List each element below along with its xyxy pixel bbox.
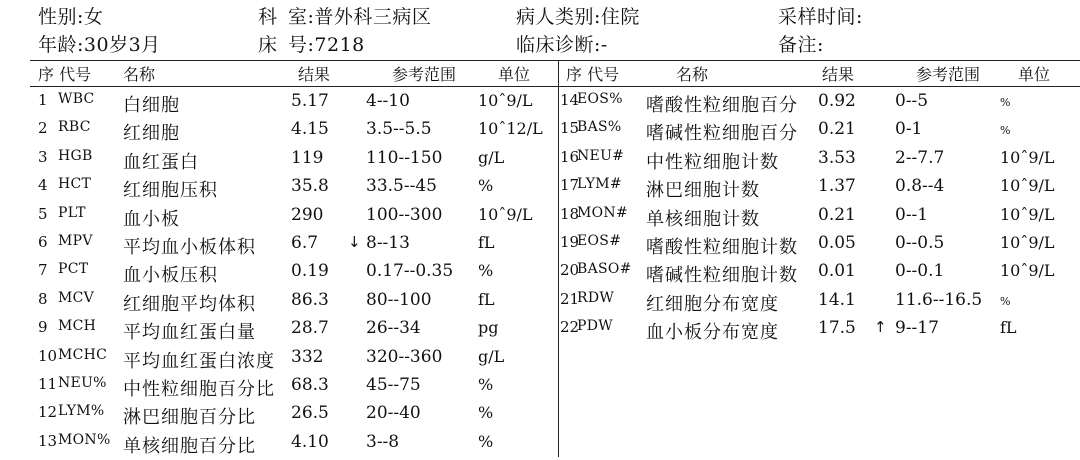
row-name: 嗜酸性粒细胞计数 (646, 237, 798, 258)
row-unit: % (478, 176, 494, 196)
age-label: 年龄:30岁3月 (38, 34, 161, 56)
row-result: 119 (291, 147, 324, 168)
row-seq: 8 (38, 289, 48, 308)
row-name: 中性粒细胞计数 (646, 151, 779, 173)
row-result: 86.3 (291, 289, 329, 310)
col-result-right: 结果 (822, 65, 855, 84)
col-unit-right: 单位 (1018, 65, 1051, 84)
row-name: 红细胞压积 (123, 180, 218, 202)
row-range: 11.6--16.5 (895, 289, 983, 310)
row-name: 平均血小板体积 (123, 237, 256, 258)
row-range: 26--34 (366, 318, 421, 339)
row-unit: g/L (478, 346, 505, 366)
row-code: MON# (577, 204, 628, 221)
table-top-rule (30, 60, 1080, 61)
table-row (0, 91, 1080, 119)
row-code: WBC (58, 91, 95, 107)
row-code: HGB (58, 147, 93, 164)
dept-label: 科 (258, 6, 278, 28)
gender-label: 性别:女 (38, 6, 104, 28)
row-flag: ↑ (874, 318, 887, 337)
row-code: RBC (58, 119, 91, 136)
row-name: 单核细胞百分比 (123, 435, 256, 457)
row-code: LYM# (577, 176, 622, 193)
col-unit: 单位 (498, 65, 531, 84)
row-code: EOS% (577, 91, 623, 107)
row-unit: fL (478, 233, 495, 252)
row-unit: 10ˆ9/L (1000, 261, 1055, 281)
row-range: 0--5 (895, 91, 929, 111)
table-row (0, 148, 1080, 176)
row-result: 0.05 (818, 233, 856, 253)
row-range: 0-1 (895, 119, 923, 140)
row-seq: 22 (560, 318, 580, 337)
row-name: 红细胞平均体积 (123, 293, 256, 315)
table-row (0, 290, 1080, 318)
row-name: 淋巴细胞百分比 (123, 407, 256, 429)
row-seq: 20 (560, 261, 580, 280)
table-row (0, 205, 1080, 233)
row-unit: 10ˆ9/L (1000, 204, 1055, 224)
row-unit: 10ˆ9/L (1000, 147, 1055, 167)
table-row (0, 176, 1080, 204)
row-name: 中性粒细胞百分比 (123, 379, 275, 400)
row-code: HCT (58, 176, 92, 193)
row-seq: 17 (560, 176, 580, 195)
row-result: 28.7 (291, 318, 329, 339)
row-seq: 15 (560, 119, 580, 138)
table-row (0, 347, 1080, 375)
row-unit: 10ˆ9/L (1000, 176, 1055, 196)
row-result: 0.19 (291, 261, 329, 282)
row-code: BAS% (577, 119, 622, 136)
dept-value: 室:普外科三病区 (288, 6, 432, 28)
row-result: 4.15 (291, 119, 329, 140)
row-name: 嗜碱性粒细胞百分 (646, 123, 798, 145)
row-range: 33.5--45 (366, 176, 437, 197)
row-code: MPV (58, 233, 93, 249)
table-row (0, 119, 1080, 147)
row-seq: 13 (38, 431, 58, 450)
remark: 备注: (778, 34, 824, 56)
row-code: LYM% (58, 403, 105, 420)
col-result: 结果 (298, 65, 331, 84)
row-unit: pg (478, 318, 499, 338)
row-unit: % (478, 375, 494, 394)
row-range: 45--75 (366, 375, 421, 395)
row-name: 白细胞 (123, 95, 180, 116)
bed-value: 号:7218 (288, 34, 365, 56)
row-name: 血小板 (123, 208, 180, 230)
row-result: 0.01 (818, 261, 856, 282)
row-unit: 10ˆ12/L (478, 119, 543, 139)
row-unit: % (478, 403, 494, 423)
row-range: 0.8--4 (895, 176, 945, 197)
row-name: 血小板压积 (123, 265, 218, 287)
row-unit: 10ˆ9/L (478, 204, 533, 224)
row-name: 红细胞 (123, 123, 180, 145)
row-unit: fL (1000, 318, 1017, 338)
row-unit: % (478, 261, 494, 281)
row-name: 血红蛋白 (123, 151, 199, 173)
row-code: MCV (58, 289, 95, 306)
bed-label: 床 (258, 34, 278, 56)
sample-time: 采样时间: (778, 6, 863, 28)
row-result: 332 (291, 346, 324, 367)
row-seq: 5 (38, 204, 48, 223)
row-range: 100--300 (366, 204, 443, 225)
row-name: 平均血红蛋白浓度 (123, 350, 275, 372)
row-seq: 4 (38, 176, 48, 195)
row-name: 嗜碱性粒细胞计数 (646, 265, 798, 287)
row-unit: % (1000, 124, 1011, 138)
row-seq: 9 (38, 318, 48, 337)
row-result: 3.53 (818, 147, 856, 168)
row-code: MON% (58, 431, 111, 448)
row-result: 4.10 (291, 431, 329, 452)
row-seq: 1 (38, 91, 48, 109)
row-result: 17.5 (818, 318, 856, 339)
row-unit: 10ˆ9/L (478, 91, 533, 110)
row-unit: % (1000, 294, 1011, 308)
row-range: 9--17 (895, 318, 939, 339)
row-result: 26.5 (291, 403, 329, 424)
row-range: 2--7.7 (895, 147, 945, 168)
row-seq: 18 (560, 204, 580, 223)
table-header-rule (30, 86, 1080, 87)
row-code: NEU# (577, 147, 625, 164)
row-code: RDW (577, 289, 615, 306)
col-range-right: 参考范围 (916, 65, 981, 84)
row-code: EOS# (577, 233, 622, 249)
row-range: 4--10 (366, 91, 410, 111)
row-range: 110--150 (366, 147, 443, 168)
table-row (0, 375, 1080, 403)
row-range: 320--360 (366, 346, 443, 367)
row-range: 20--40 (366, 403, 421, 424)
row-range: 0--0.5 (895, 233, 945, 253)
row-name: 嗜酸性粒细胞百分 (646, 95, 798, 116)
row-name: 血小板分布宽度 (646, 322, 779, 344)
row-name: 平均血红蛋白量 (123, 322, 256, 344)
row-unit: fL (478, 289, 495, 309)
row-result: 68.3 (291, 375, 329, 395)
row-unit: 10ˆ9/L (1000, 233, 1055, 252)
row-range: 0--1 (895, 204, 929, 225)
col-seq-code: 序 代号 (38, 65, 92, 84)
col-name-right: 名称 (676, 65, 709, 84)
row-range: 8--13 (366, 233, 410, 253)
row-seq: 21 (560, 289, 580, 308)
patient-type: 病人类别:住院 (516, 6, 640, 28)
row-result: 0.92 (818, 91, 856, 111)
row-result: 1.37 (818, 176, 856, 197)
row-code: MCH (58, 318, 97, 335)
row-seq: 2 (38, 119, 48, 138)
row-code: PLT (58, 204, 86, 221)
row-code: PCT (58, 261, 89, 278)
row-unit: % (1000, 96, 1011, 109)
row-code: PDW (577, 318, 613, 335)
row-name: 单核细胞计数 (646, 208, 760, 230)
row-name: 红细胞分布宽度 (646, 293, 779, 315)
table-row (0, 233, 1080, 261)
row-result: 6.7 (291, 233, 319, 253)
row-seq: 6 (38, 233, 48, 251)
row-result: 0.21 (818, 204, 856, 225)
row-seq: 14 (560, 91, 580, 109)
row-result: 290 (291, 204, 324, 225)
row-name: 淋巴细胞计数 (646, 180, 760, 202)
row-result: 0.21 (818, 119, 856, 140)
row-seq: 11 (38, 375, 58, 393)
row-seq: 16 (560, 147, 580, 166)
table-row (0, 261, 1080, 289)
table-row (0, 318, 1080, 346)
row-range: 3.5--5.5 (366, 119, 432, 140)
row-range: 0.17--0.35 (366, 261, 454, 282)
row-result: 5.17 (291, 91, 329, 111)
col-seq-code-right: 序 代号 (566, 65, 620, 84)
row-range: 0--0.1 (895, 261, 945, 282)
table-row (0, 403, 1080, 431)
row-range: 80--100 (366, 289, 432, 310)
table-row (0, 432, 1080, 460)
row-seq: 12 (38, 403, 58, 422)
row-result: 14.1 (818, 289, 856, 310)
row-unit: % (478, 431, 494, 451)
row-code: NEU% (58, 375, 107, 391)
row-seq: 19 (560, 233, 580, 251)
col-name: 名称 (123, 65, 156, 84)
row-range: 3--8 (366, 431, 400, 452)
row-flag: ↓ (348, 233, 361, 251)
row-result: 35.8 (291, 176, 329, 197)
row-seq: 10 (38, 346, 58, 365)
col-range: 参考范围 (392, 65, 457, 84)
diagnosis: 临床诊断:- (516, 34, 608, 56)
row-seq: 3 (38, 147, 48, 166)
row-code: MCHC (58, 346, 108, 363)
row-seq: 7 (38, 261, 48, 280)
row-unit: g/L (478, 147, 505, 167)
row-code: BASO# (577, 261, 632, 278)
